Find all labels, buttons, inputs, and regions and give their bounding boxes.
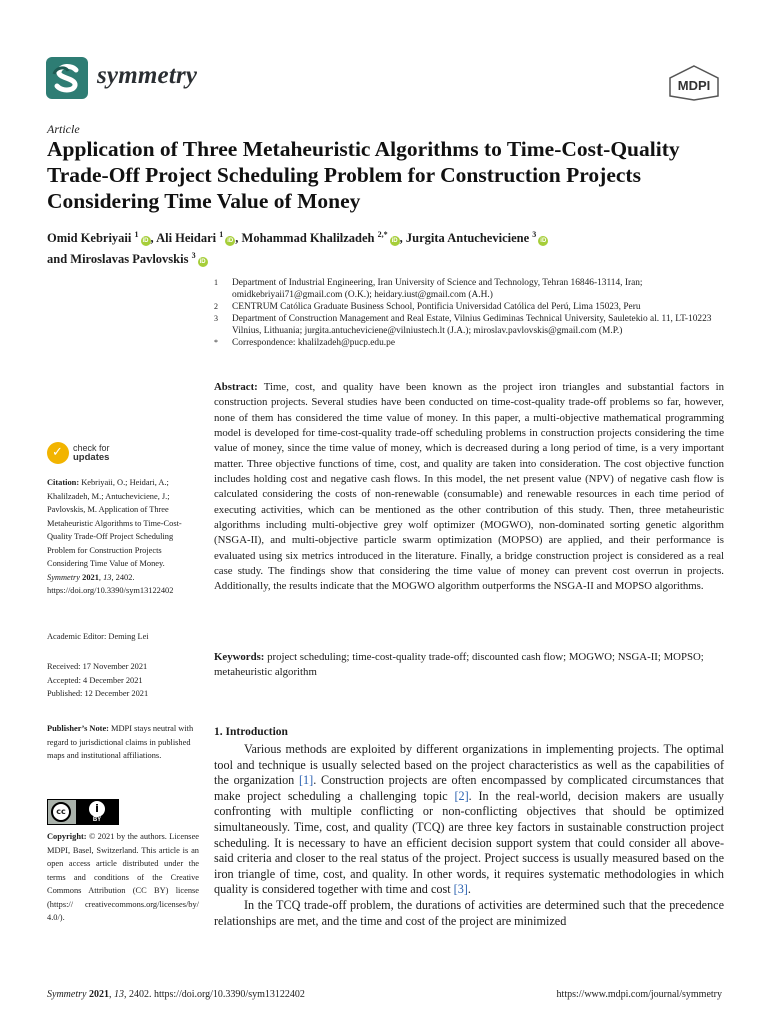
author-list: Omid Kebriyaii $^1$iD , Ali Heidari $^1$iD , Mohammad Khalilzadeh $^{2,*}$iD , Jurgita Antucheviciene $^3$iD and Miroslavas Pavlovskis $^3$iD xyxy=(47,230,547,267)
author-name: Jurgita Antucheviciene xyxy=(405,231,530,246)
check-for-updates-badge[interactable]: ✓ check for updates xyxy=(47,442,167,466)
author-affiliation-mark: 3 xyxy=(532,230,537,239)
author-affiliation-mark: 3 xyxy=(191,251,196,261)
footer-citation: Symmetry 2021, 13, 2402. https://doi.org/10.3390/sym13122402 xyxy=(47,989,305,1000)
abstract-text: Time, cost, and quality have been known as the project iron triangles and substantial factors in construction projects. Several studies have been conducted on time-cost-quality trade-off problems so far, however, none of them has considered the time value of money. In this paper, a multi-objective mathematical programming model is developed for time-cost-quality trade-off scheduling problems in construction projects considering the time value of money, since the time value of money, which is decreased during a long period of time, is a very important matter. Three objective functions of time, cost, and quality are taken into consideration. The cost objective function includes holding cost and negative cash flows. In this model, the net present value (NPV) of negative cash flow is calculated considering the costs of non-renewable (consumable) and renewable resources in each time period of executing activities, which can be mentioned as the other contribution of this study. Then, three metaheuristic algorithms including multi-objective grey wolf optimizer (MOGWO), non-dominated sorting genetic algorithm (NSGA-II), and multi-objective particle swarm optimization (MOPSO) are applied, and their performance is evaluated using six metrics introduced in the literature. Finally, a bridge construction project is considered as a real case study. The findings show that considering the time value of money can prevent cost overrun in projects. Additionally, the results indicate that the MOGWO algorithm outperforms the NSGA-II and MOPSO algorithms. xyxy=(214,381,724,593)
intro-paragraph: In the TCQ trade-off problem, the durations of activities are determined such that the precedence relationships are met, and the time and cost of the project are minimized xyxy=(214,897,724,928)
author-affiliation-mark: 2,* xyxy=(377,230,388,239)
journal-name: symmetry xyxy=(97,62,198,89)
introduction-body xyxy=(214,742,724,929)
publisher-note: Publisher’s Note: MDPI stays neutral with regard to jurisdictional claims in published maps and institutional affiliations. xyxy=(47,724,194,760)
intro-paragraph: Various methods are exploited by different organizations in implementing projects. The optimal tool and technique is usually selected based on the project characteristics as well as the capabilities of the organization [1]. Construction projects are often encompassed by complicated circumstances that make project scheduling a challenging topic [2]. In the real-world, decision makers are usually confronting with multiple conflicting or non-conflicting objectives that should be optimized simultaneously. Time, cost, and quality (TCQ) are three key factors in sustainable construction project scheduling. It is necessary to have an efficient decision support system that could consider all above-said criteria and closer to the real status of the project. Project success is usually measured based on the iron triangle of time, cost, and quality. In other words, it requires systematic methodologies in which quality is considered together with time and cost [3]. xyxy=(214,742,724,897)
citation-link[interactable]: [3] xyxy=(453,882,468,897)
author-and: and xyxy=(47,252,68,267)
symmetry-logo-icon xyxy=(46,57,88,99)
mdpi-logo-icon xyxy=(666,64,722,102)
author-name: Ali Heidari xyxy=(156,231,217,246)
affiliations xyxy=(214,277,724,349)
orcid-icon[interactable]: iD xyxy=(391,238,398,245)
svg-text:MDPI: MDPI xyxy=(677,78,711,93)
accepted-date: Accepted: 4 December 2021 xyxy=(47,675,143,685)
keywords xyxy=(214,650,724,681)
check-updates-icon: ✓ xyxy=(47,442,69,464)
creative-commons-icon: cc xyxy=(51,802,71,822)
keywords-text: project scheduling; time-cost-quality trade-off; discounted cash flow; MOGWO; NSGA-II; MOPSO; metaheuristic algorithm xyxy=(214,651,704,679)
orcid-icon[interactable]: iD xyxy=(227,238,234,245)
attribution-icon: i xyxy=(89,801,105,817)
affiliation-item: 2 CENTRUM Católica Graduate Business School, Pontificia Universidad Católica del Perú, Lima 15023, Peru xyxy=(214,302,641,312)
keywords-label: Keywords: xyxy=(214,651,265,663)
abstract-label: Abstract: xyxy=(214,381,258,393)
paper-title: Application of Three Metaheuristic Algorithms to Time-Cost-Quality Trade-Off Project Scheduling Problem for Construction Projects Considering Time Value of Money xyxy=(47,137,680,213)
orcid-icon[interactable]: iD xyxy=(199,259,206,266)
author-name: Miroslavas Pavlovskis xyxy=(70,252,189,267)
abstract xyxy=(214,380,724,595)
orcid-icon[interactable]: iD xyxy=(540,238,547,245)
footer-journal-url[interactable]: https://www.mdpi.com/journal/symmetry xyxy=(556,989,722,1000)
published-date: Published: 12 December 2021 xyxy=(47,689,149,698)
academic-editor: Academic Editor: Deming Lei xyxy=(47,632,149,641)
citation-link[interactable]: [2] xyxy=(454,788,469,803)
cc-by-license-badge[interactable]: cc i BY xyxy=(47,799,119,825)
author-affiliation-mark: 1 xyxy=(134,230,139,239)
copyright-notice: Copyright: © 2021 by the authors. Licensee MDPI, Basel, Switzerland. This article is an open access article distributed under the terms and conditions of the Creative Commons Attribution (CC BY) license (https:// creativecommons.org/licenses/by/ 4.0/). xyxy=(47,832,199,922)
author-name: Mohammad Khalilzadeh xyxy=(241,231,375,246)
article-type: Article xyxy=(47,122,80,136)
affiliation-item: 3 Department of Construction Management and Real Estate, Vilnius Gediminas Technical University, Sauletekio al. 11, LT-10223 Vilnius, Lithuania; jurgita.antucheviciene@vilniustech.lt (J.A.); miroslav.pavlovskis@gmail.com (M.P.) xyxy=(214,314,712,336)
author-affiliation-mark: 1 xyxy=(219,230,224,239)
citation-link[interactable]: [1] xyxy=(298,773,314,788)
author-name: Omid Kebriyaii xyxy=(47,231,132,246)
citation-doi[interactable]: , 2402. https://doi.org/10.3390/sym13122402 xyxy=(47,572,174,595)
correspondence: * Correspondence: khalilzadeh@pucp.edu.pe xyxy=(214,338,396,348)
section-heading: 1. Introduction xyxy=(214,726,288,738)
orcid-icon[interactable]: iD xyxy=(142,238,149,245)
citation-block: Citation: Kebriyaii, O.; Heidari, A.; Khalilzadeh, M.; Antucheviciene, J.; Pavlovskis, M. Application of Three Metaheuristic Algorithms to Time-Cost-Quality Trade-Off Project Scheduling Problem for Construction Projects Considering Time Value of Money. Symmetry 2021, 13, 2402. https://doi.org/10.3390/sym13122402 xyxy=(47,478,182,595)
received-date: Received: 17 November 2021 xyxy=(47,662,148,671)
publication-dates xyxy=(47,660,199,701)
affiliation-item: 1 Department of Industrial Engineering, Iran University of Science and Technology, Tehran 16846-13114, Iran; omidkebriyaii71@gmail.com (O.K.); heidary.iust@gmail.com (A.H.) xyxy=(214,278,643,300)
